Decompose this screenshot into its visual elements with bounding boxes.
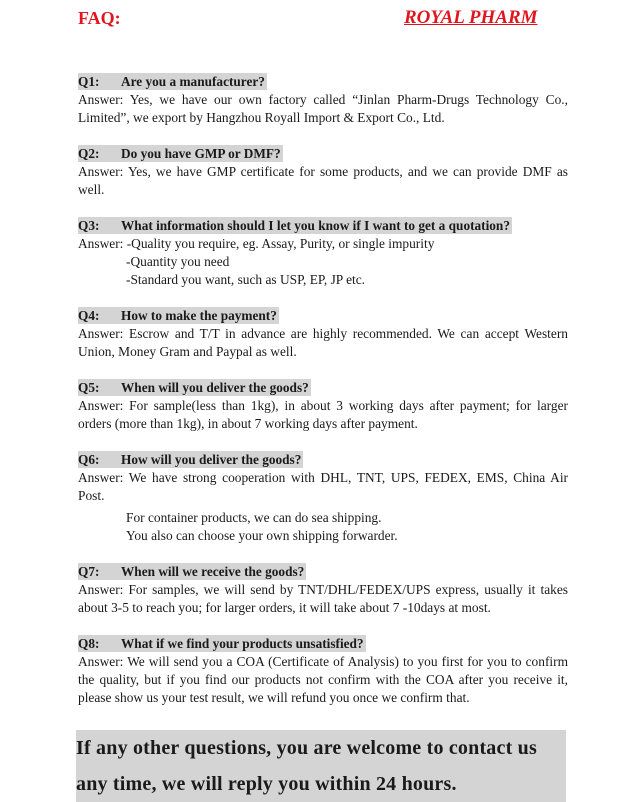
faq-item [78, 451, 568, 545]
closing-line: If any other questions, you are welcome to contact us [76, 737, 537, 759]
question-number: Q1: [78, 74, 100, 89]
question-text: What information should I let you know if I want to get a quotation? [121, 218, 510, 233]
question-text: How to make the payment? [121, 308, 277, 323]
question-number: Q2: [78, 146, 100, 161]
faq-item [78, 217, 568, 289]
question-heading [78, 563, 306, 580]
question-text: What if we find your products unsatisfied? [121, 636, 364, 651]
question-heading [78, 145, 283, 162]
faq-list [78, 73, 568, 725]
answer-text: Answer: Yes, we have GMP certificate for some products, and we can provide DMF as well. [78, 164, 568, 197]
question-heading [78, 379, 311, 396]
answer-list [78, 253, 568, 289]
question-heading [78, 635, 366, 652]
question-text: Do you have GMP or DMF? [121, 146, 281, 161]
closing-line: any time, we will reply you within 24 hours. [76, 773, 457, 795]
faq-item [78, 307, 568, 361]
answer-text: Answer: For sample(less than 1kg), in about 3 working days after payment; for larger orders (more than 1kg), in about 7 working days after payment. [78, 398, 568, 431]
faq-item [78, 73, 568, 127]
question-number: Q7: [78, 564, 100, 579]
question-text: How will you deliver the goods? [121, 452, 302, 467]
answer-extra: For container products, we can do sea shipping. [126, 510, 382, 525]
faq-item [78, 563, 568, 617]
question-number: Q8: [78, 636, 100, 651]
question-text: When will you deliver the goods? [121, 380, 309, 395]
question-number: Q4: [78, 308, 100, 323]
answer-text: Answer: We have strong cooperation with DHL, TNT, UPS, FEDEX, EMS, China Air Post. [78, 470, 568, 503]
closing-message [76, 730, 566, 802]
faq-item [78, 635, 568, 707]
answer-text: Answer: For samples, we will send by TNT/DHL/FEDEX/UPS express, usually it takes about 3-5 to reach you; for larger orders, it will take about 7 -10days at most. [78, 582, 568, 615]
question-number: Q6: [78, 452, 100, 467]
question-heading [78, 73, 267, 90]
question-heading [78, 217, 512, 234]
faq-heading: FAQ: [78, 8, 121, 28]
answer-list-item: -Quantity you need [126, 254, 230, 269]
question-number: Q5: [78, 380, 100, 395]
question-number: Q3: [78, 218, 100, 233]
faq-item [78, 145, 568, 199]
answer-text: Answer: Escrow and T/T in advance are highly recommended. We can accept Western Union, Money Gram and Paypal as well. [78, 326, 568, 359]
question-text: Are you a manufacturer? [121, 74, 265, 89]
question-text: When will we receive the goods? [121, 564, 305, 579]
answer-text: Answer: Yes, we have our own factory called “Jinlan Pharm-Drugs Technology Co., Limited”, we export by Hangzhou Royall Import & Export Co., Ltd. [78, 92, 568, 125]
question-heading [78, 451, 303, 468]
answer-extra: You also can choose your own shipping forwarder. [126, 528, 398, 543]
answer-text: Answer: We will send you a COA (Certificate of Analysis) to you first for you to confirm the quality, but if you find our products not confirm with the COA after you receive it, please show us your test result, we will refund you once we confirm that. [78, 654, 568, 705]
answer-list-item: -Standard you want, such as USP, EP, JP etc. [126, 272, 366, 287]
faq-item [78, 379, 568, 433]
question-heading [78, 307, 279, 324]
brand-name: ROYAL PHARM [404, 7, 538, 28]
answer-text: Answer: -Quality you require, eg. Assay, Purity, or single impurity [78, 236, 435, 251]
